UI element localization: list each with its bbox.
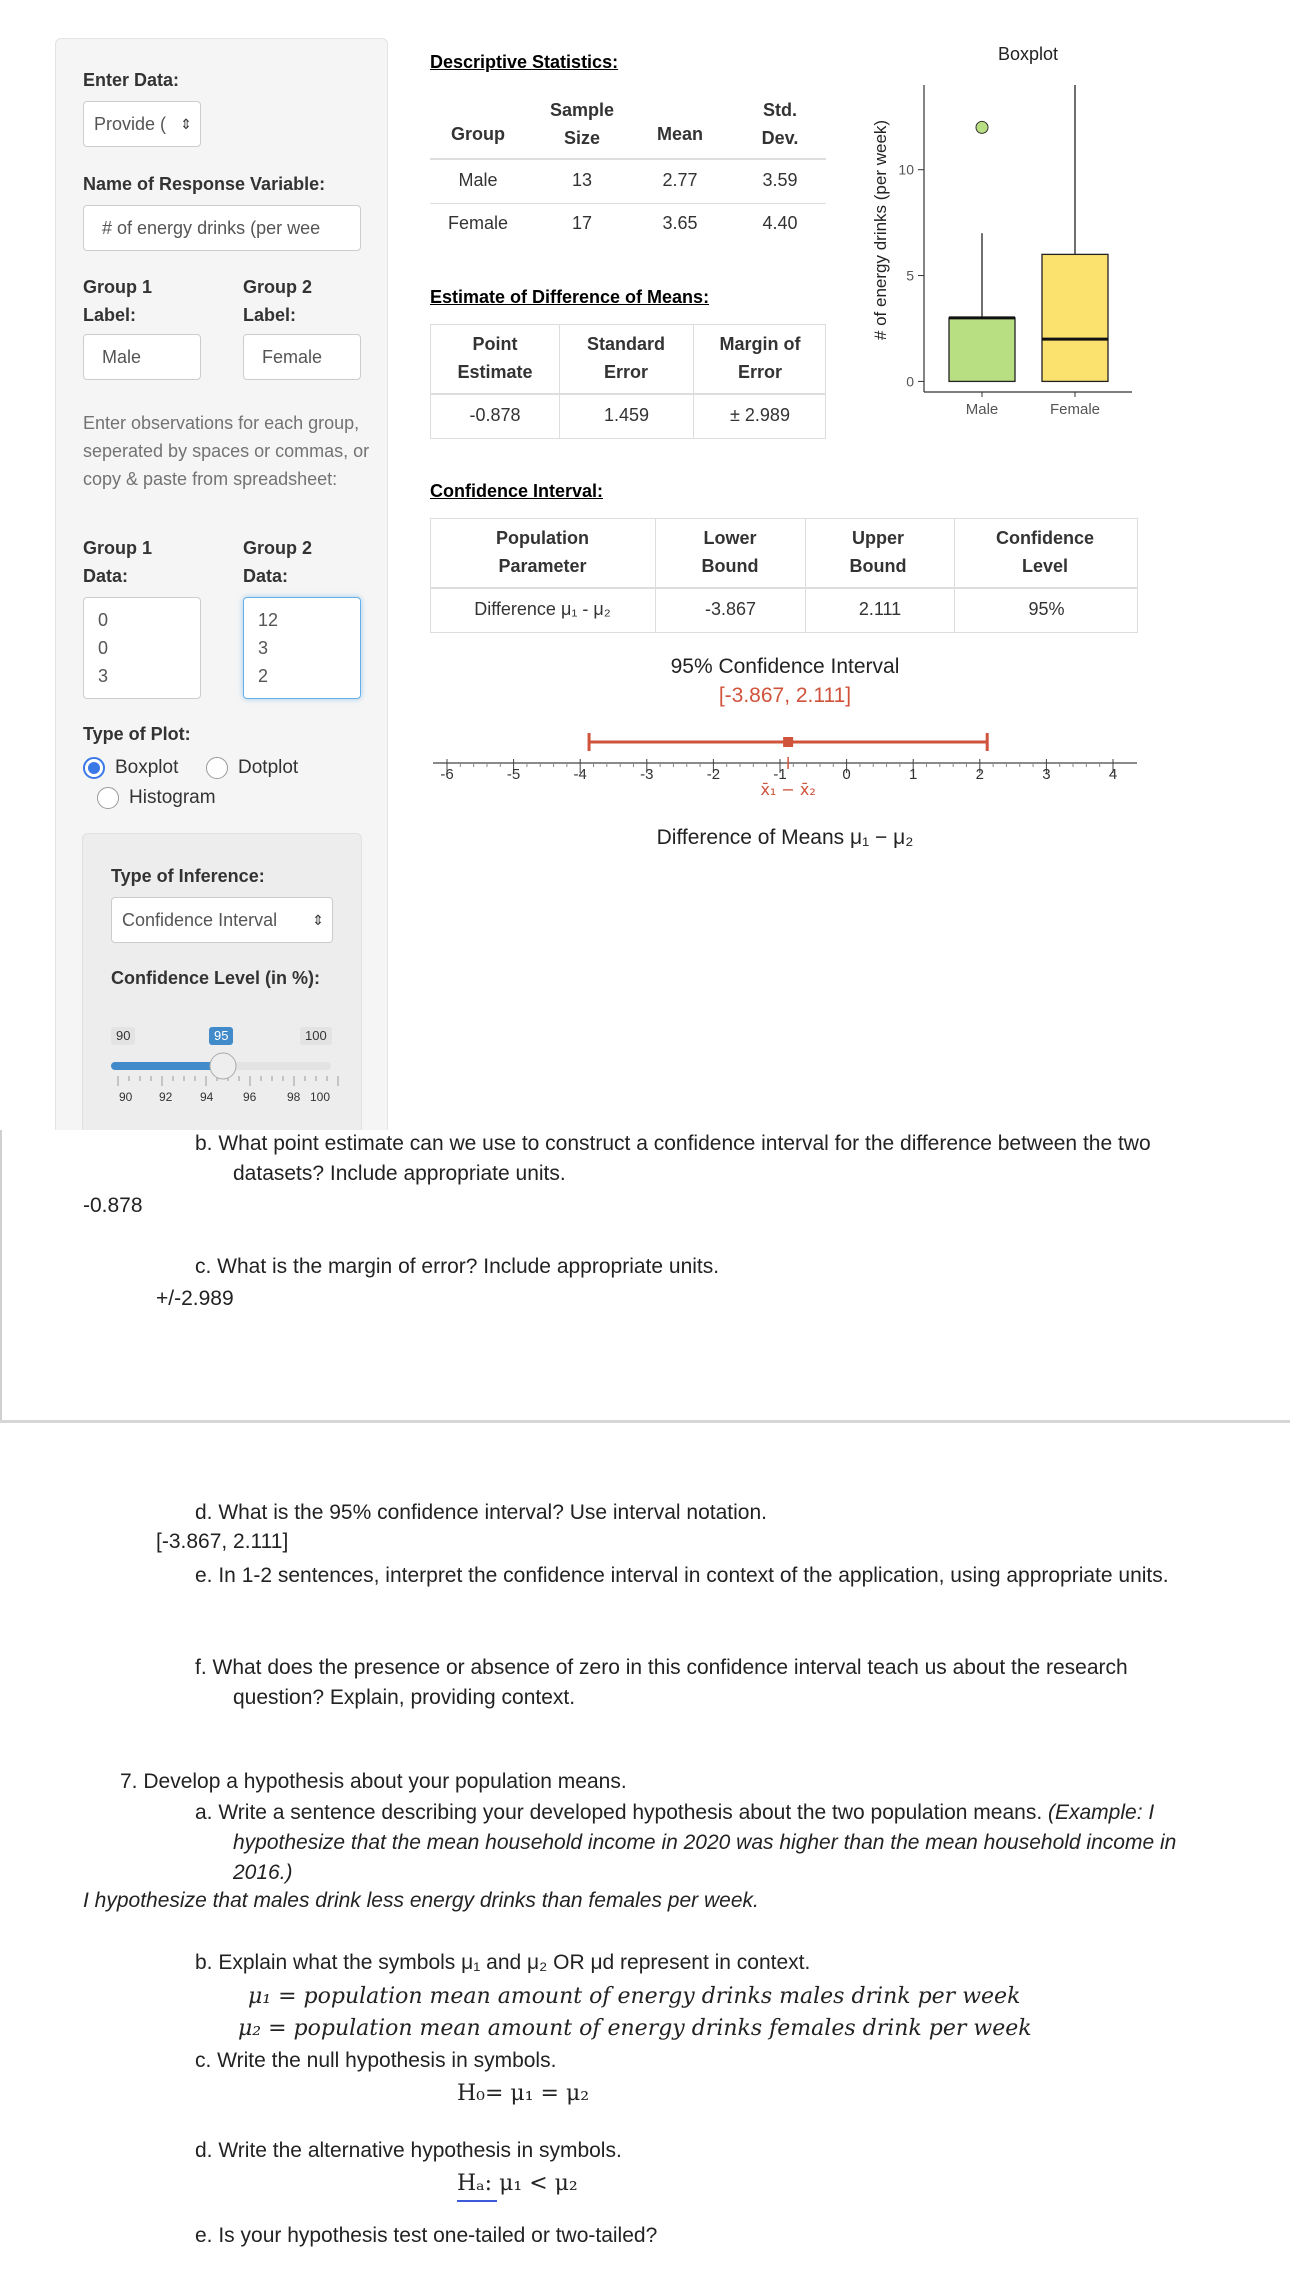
population-parameter-value: Difference μ₁ - μ₂ <box>474 599 611 619</box>
question-b: b. What point estimate can we use to construct a confidence interval for the difference between the two datasets? Include appropriate units. <box>195 1132 1151 1185</box>
x-tick-label: Male <box>965 401 999 418</box>
radio-histogram[interactable] <box>97 784 216 812</box>
slider-handle[interactable] <box>210 1053 236 1079</box>
question-7c: c. Write the null hypothesis in symbols. <box>195 2049 557 2072</box>
question-f: f. What does the presence or absence of zero in this confidence interval teach us about the research question? Explain, providing context. <box>195 1656 1128 1709</box>
ci-axis-tick-label: -6 <box>440 766 454 783</box>
null-hypothesis: H₀= μ₁ = μ₂ <box>457 2081 590 2106</box>
question-c: c. What is the margin of error? Include appropriate units. <box>195 1255 720 1278</box>
inference-label: Type of Inference: <box>111 866 265 886</box>
table-cell: 13 <box>571 170 593 190</box>
group2-label-label: Group 2 Label: <box>243 277 313 325</box>
ci-axis-tick-label: 3 <box>1042 766 1051 783</box>
ci-axis-tick-label: 1 <box>909 766 918 783</box>
table-cell: 4.40 <box>762 213 798 233</box>
group1-data-textarea[interactable] <box>83 597 201 699</box>
answer-d: [-3.867, 2.111] <box>156 1530 289 1553</box>
answer-7a: I hypothesize that males drink less energy drinks than females per week. <box>83 1889 759 1912</box>
lower-bound-value: -3.867 <box>704 599 757 619</box>
group1-label-input[interactable]: Male <box>83 334 201 380</box>
group2-data-textarea[interactable] <box>243 597 361 699</box>
ci-plot-xlabel: Difference of Means μ₁ − μ₂ <box>656 826 914 849</box>
select-caret-icon: ⇕ <box>180 116 192 132</box>
ci-plot <box>425 715 1145 805</box>
radio-label: Boxplot <box>115 757 179 778</box>
alternative-hypothesis: Hₐ: μ₁ < μ₂ <box>457 2171 578 2196</box>
data-line: 0 <box>98 638 109 658</box>
radio-label: Histogram <box>129 787 216 808</box>
confidence-slider[interactable] <box>105 1050 345 1100</box>
question-7b: b. Explain what the symbols μ₁ and μ₂ OR μd represent in context. <box>195 1951 811 1974</box>
margin-of-error-value: ± 2.989 <box>730 405 790 425</box>
answer-b: -0.878 <box>83 1194 143 1217</box>
question-7a-example: (Example: I hypothesize that the mean household income in 2020 was higher than the mean household income in 2016.) <box>233 1801 1177 1884</box>
x-tick-label: Female <box>1049 401 1101 418</box>
ci-axis-tick-label: 0 <box>842 766 851 783</box>
page-edge <box>0 1130 2 1422</box>
response-var-input[interactable]: # of energy drinks (per wee <box>83 205 361 251</box>
descriptive-row-rule <box>430 203 826 204</box>
ci-axis-tick-label: -2 <box>706 766 721 783</box>
question-7a <box>195 1798 1205 1888</box>
ci-axis-tick-label: -1 <box>773 766 787 783</box>
outlier-point <box>976 121 988 133</box>
data-source-value: Provide ( <box>94 114 167 134</box>
question-e: e. In 1-2 sentences, interpret the confidence interval in context of the application, using appropriate units. <box>195 1564 1169 1587</box>
ci-axis-tick-label: -5 <box>506 766 521 783</box>
observations-help-text: Enter observations for each group, seperated by spaces or commas, or copy & paste from spreadsheet: <box>83 413 370 489</box>
spellcheck-underline <box>457 2200 497 2202</box>
header-cell: Sample Size <box>549 100 615 148</box>
data-line: 0 <box>98 610 109 630</box>
header-cell: Lower Bound <box>701 528 759 576</box>
response-var-label: Name of Response Variable: <box>83 174 326 194</box>
group2-label-input[interactable]: Female <box>243 334 361 380</box>
ci-axis-tick-label: -3 <box>640 766 654 783</box>
page-break <box>0 1420 1290 1423</box>
boxplot-title: Boxplot <box>997 44 1059 64</box>
table-cell: Female <box>447 213 509 233</box>
ci-plot-interval-label: [-3.867, 2.111] <box>718 684 852 707</box>
boxplot-chart <box>860 30 1140 420</box>
confidence-level-value: 95% <box>1028 599 1065 619</box>
question-d: d. What is the 95% confidence interval? Use interval notation. <box>195 1501 767 1524</box>
ci-axis-tick-label: 4 <box>1108 766 1118 783</box>
radio-label: Dotplot <box>238 757 299 778</box>
y-tick-label: 0 <box>906 373 914 390</box>
slider-tick-label: 94 <box>200 1090 214 1104</box>
header-cell: Margin of Error <box>719 334 801 382</box>
group1-label-label: Group 1 Label: <box>83 277 153 325</box>
slider-value-badge: 95 <box>209 1027 233 1045</box>
ci-header-rule <box>430 587 1138 589</box>
table-cell: Male <box>458 170 498 190</box>
header-cell: Mean <box>656 124 703 144</box>
radio-boxplot[interactable] <box>83 754 178 782</box>
slider-tick-label: 98 <box>287 1090 301 1104</box>
header-cell: Confidence Level <box>995 528 1094 576</box>
plot-type-label: Type of Plot: <box>83 724 191 744</box>
radio-dotplot[interactable] <box>206 754 298 782</box>
enter-data-label: Enter Data: <box>83 70 180 90</box>
boxplot-ylabel: # of energy drinks (per week) <box>871 119 890 341</box>
question-7d: d. Write the alternative hypothesis in symbols. <box>195 2139 622 2162</box>
upper-bound-value: 2.111 <box>858 599 902 619</box>
header-cell: Std. Dev. <box>761 100 799 148</box>
question-7e: e. Is your hypothesis test one-tailed or two-tailed? <box>195 2224 658 2247</box>
y-tick-label: 5 <box>906 267 914 284</box>
slider-tick-label: 90 <box>119 1090 133 1104</box>
radio-selected-icon <box>83 757 105 779</box>
radio-unselected-icon <box>97 787 119 809</box>
standard-error-value: 1.459 <box>603 405 650 425</box>
group1-data-label: Group 1 Data: <box>83 538 153 586</box>
header-cell: Upper Bound <box>849 528 907 576</box>
header-cell: Standard Error <box>586 334 665 382</box>
inference-select[interactable] <box>111 897 333 943</box>
group2-data-label: Group 2 Data: <box>243 538 313 586</box>
slider-max-badge: 100 <box>300 1027 332 1045</box>
box-female <box>1042 254 1108 381</box>
slider-tick-label: 96 <box>243 1090 257 1104</box>
question-7: 7. Develop a hypothesis about your population means. <box>120 1770 627 1793</box>
header-cell: Group <box>451 124 505 144</box>
table-cell: 2.77 <box>662 170 698 190</box>
descriptive-title: Descriptive Statistics: <box>430 52 619 72</box>
ci-table-title: Confidence Interval: <box>430 481 604 501</box>
table-cell: 3.65 <box>662 213 698 233</box>
ci-plot-title: 95% Confidence Interval <box>670 655 900 678</box>
mu1-definition: μ₁ = population mean amount of energy drinks males drink per week <box>248 1984 1021 2009</box>
table-cell: 17 <box>571 213 593 233</box>
data-source-select[interactable] <box>83 101 201 147</box>
descriptive-header-rule <box>430 158 826 160</box>
table-cell: 3.59 <box>762 170 798 190</box>
ci-axis-tick-label: -4 <box>573 766 587 783</box>
estimate-header-rule <box>430 393 826 395</box>
select-caret-icon: ⇕ <box>312 912 324 928</box>
conf-level-label: Confidence Level (in %): <box>111 968 321 988</box>
inference-value: Confidence Interval <box>122 910 278 930</box>
question-7a-text: a. Write a sentence describing your developed hypothesis about the two population means. <box>195 1801 1043 1824</box>
box-male <box>949 318 1015 382</box>
point-estimate-value: -0.878 <box>469 405 521 425</box>
y-tick-label: 10 <box>898 161 914 178</box>
header-cell: Population Parameter <box>496 528 589 576</box>
header-cell: Point Estimate <box>457 334 533 382</box>
radio-unselected-icon <box>206 757 228 779</box>
ci-estimate-label: x̄₁ − x̄₂ <box>760 780 816 799</box>
mu2-definition: μ₂ = population mean amount of energy drinks females drink per week <box>238 2016 1032 2041</box>
answer-c: +/-2.989 <box>156 1287 234 1310</box>
data-line: 12 <box>258 610 279 630</box>
data-line: 2 <box>258 666 269 686</box>
ci-point-estimate <box>783 737 793 747</box>
slider-tick-label: 92 <box>159 1090 173 1104</box>
slider-min-badge: 90 <box>111 1027 135 1045</box>
data-line: 3 <box>98 666 109 686</box>
ci-axis-tick-label: 2 <box>975 766 984 783</box>
slider-tick-label: 100 <box>310 1090 331 1104</box>
estimate-title: Estimate of Difference of Means: <box>430 287 710 307</box>
data-line: 3 <box>258 638 269 658</box>
app-screenshot <box>0 0 1290 1130</box>
